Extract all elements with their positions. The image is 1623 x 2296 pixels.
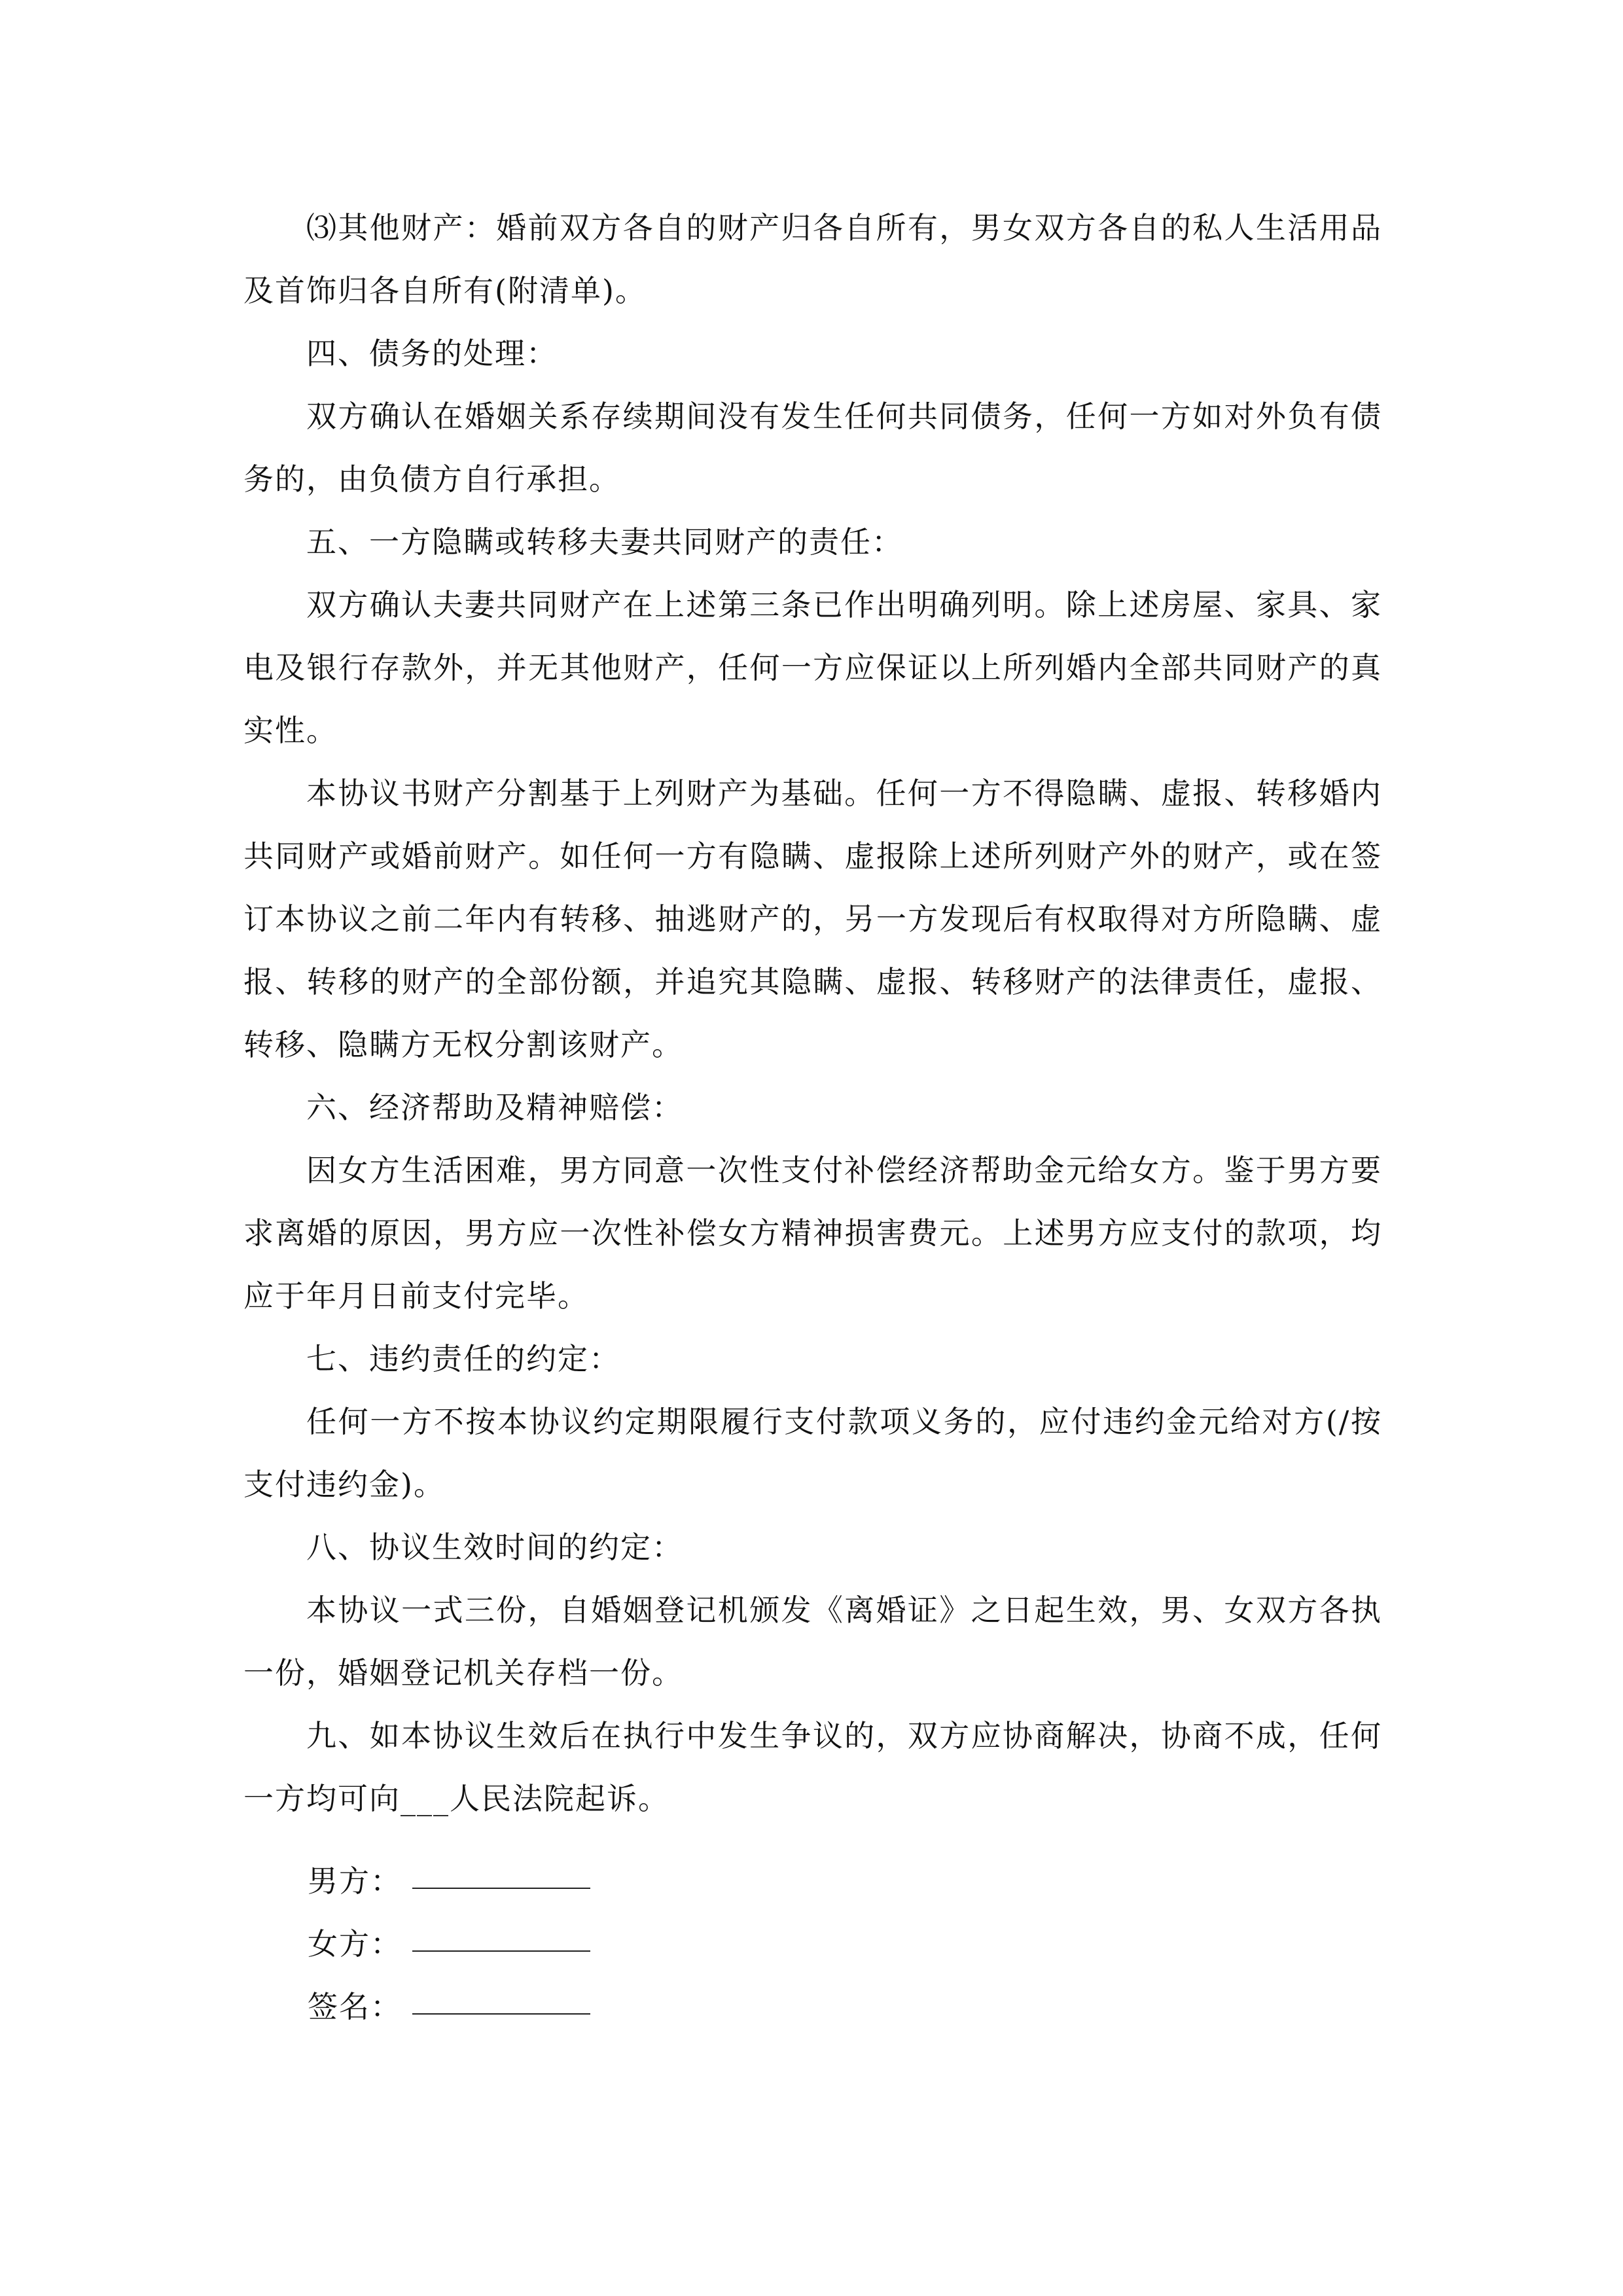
signature-row-husband	[308, 1838, 590, 1901]
signature-row-wife	[308, 1901, 590, 1964]
sign-signature-line	[412, 2013, 590, 2015]
paragraph-joint-property-confirmation: 双方确认夫妻共同财产在上述第三条已作出明确列明。除上述房屋、家具、家电及银行存款外，并无其他财产，任何一方应保证以上所列婚内全部共同财产的真实性。	[243, 587, 1382, 748]
paragraph-other-property: ⑶其他财产：婚前双方各自的财产归各自所有，男女双方各自的私人生活用品及首饰归各自所有(附清单)。	[243, 210, 1382, 308]
paragraph-effective: 本协议一式三份，自婚姻登记机颁发《离婚证》之日起生效，男、女双方各执一份，婚姻登记机关存档一份。	[243, 1592, 1382, 1691]
heading-concealment-liability: 五、一方隐瞒或转移夫妻共同财产的责任：	[306, 524, 903, 560]
wife-label: 女方：	[308, 1926, 402, 1962]
husband-signature-line	[412, 1888, 590, 1889]
paragraph-concealment-terms: 本协议书财产分割基于上列财产为基础。任何一方不得隐瞒、虚报、转移婚内共同财产或婚前财产。如任何一方有隐瞒、虚报除上述所列财产外的财产，或在签订本协议之前二年内有转移、抽逃财产的，另一方发现后有权取得对方所隐瞒、虚报、转移的财产的全部份额，并追究其隐瞒、虚报、转移财产的法律责任，虚报、转移、隐瞒方无权分割该财产。	[243, 776, 1382, 1062]
heading-economic-help: 六、经济帮助及精神赔偿：	[306, 1090, 683, 1125]
paragraph-breach: 任何一方不按本协议约定期限履行支付款项义务的，应付违约金元给对方(/按支付违约金)。	[243, 1404, 1382, 1502]
sign-label: 签名：	[308, 1989, 402, 2024]
signature-row-sign	[308, 1964, 590, 2026]
heading-effective-time: 八、协议生效时间的约定：	[306, 1530, 683, 1565]
signature-block	[308, 1838, 590, 2026]
agreement-body	[243, 196, 1382, 1830]
paragraph-dispute-resolution: 九、如本协议生效后在执行中发生争议的，双方应协商解决，协商不成，任何一方均可向___人民法院起诉。	[243, 1718, 1382, 1816]
heading-breach-liability: 七、违约责任的约定：	[306, 1341, 620, 1376]
husband-label: 男方：	[308, 1863, 402, 1899]
wife-signature-line	[412, 1950, 590, 1952]
heading-debt-handling: 四、债务的处理：	[306, 336, 558, 371]
paragraph-debt: 双方确认在婚姻关系存续期间没有发生任何共同债务，任何一方如对外负有债务的，由负债方自行承担。	[243, 399, 1382, 497]
paragraph-economic-help: 因女方生活困难，男方同意一次性支付补偿经济帮助金元给女方。鉴于男方要求离婚的原因，男方应一次性补偿女方精神损害费元。上述男方应支付的款项，均应于年月日前支付完毕。	[243, 1153, 1382, 1314]
